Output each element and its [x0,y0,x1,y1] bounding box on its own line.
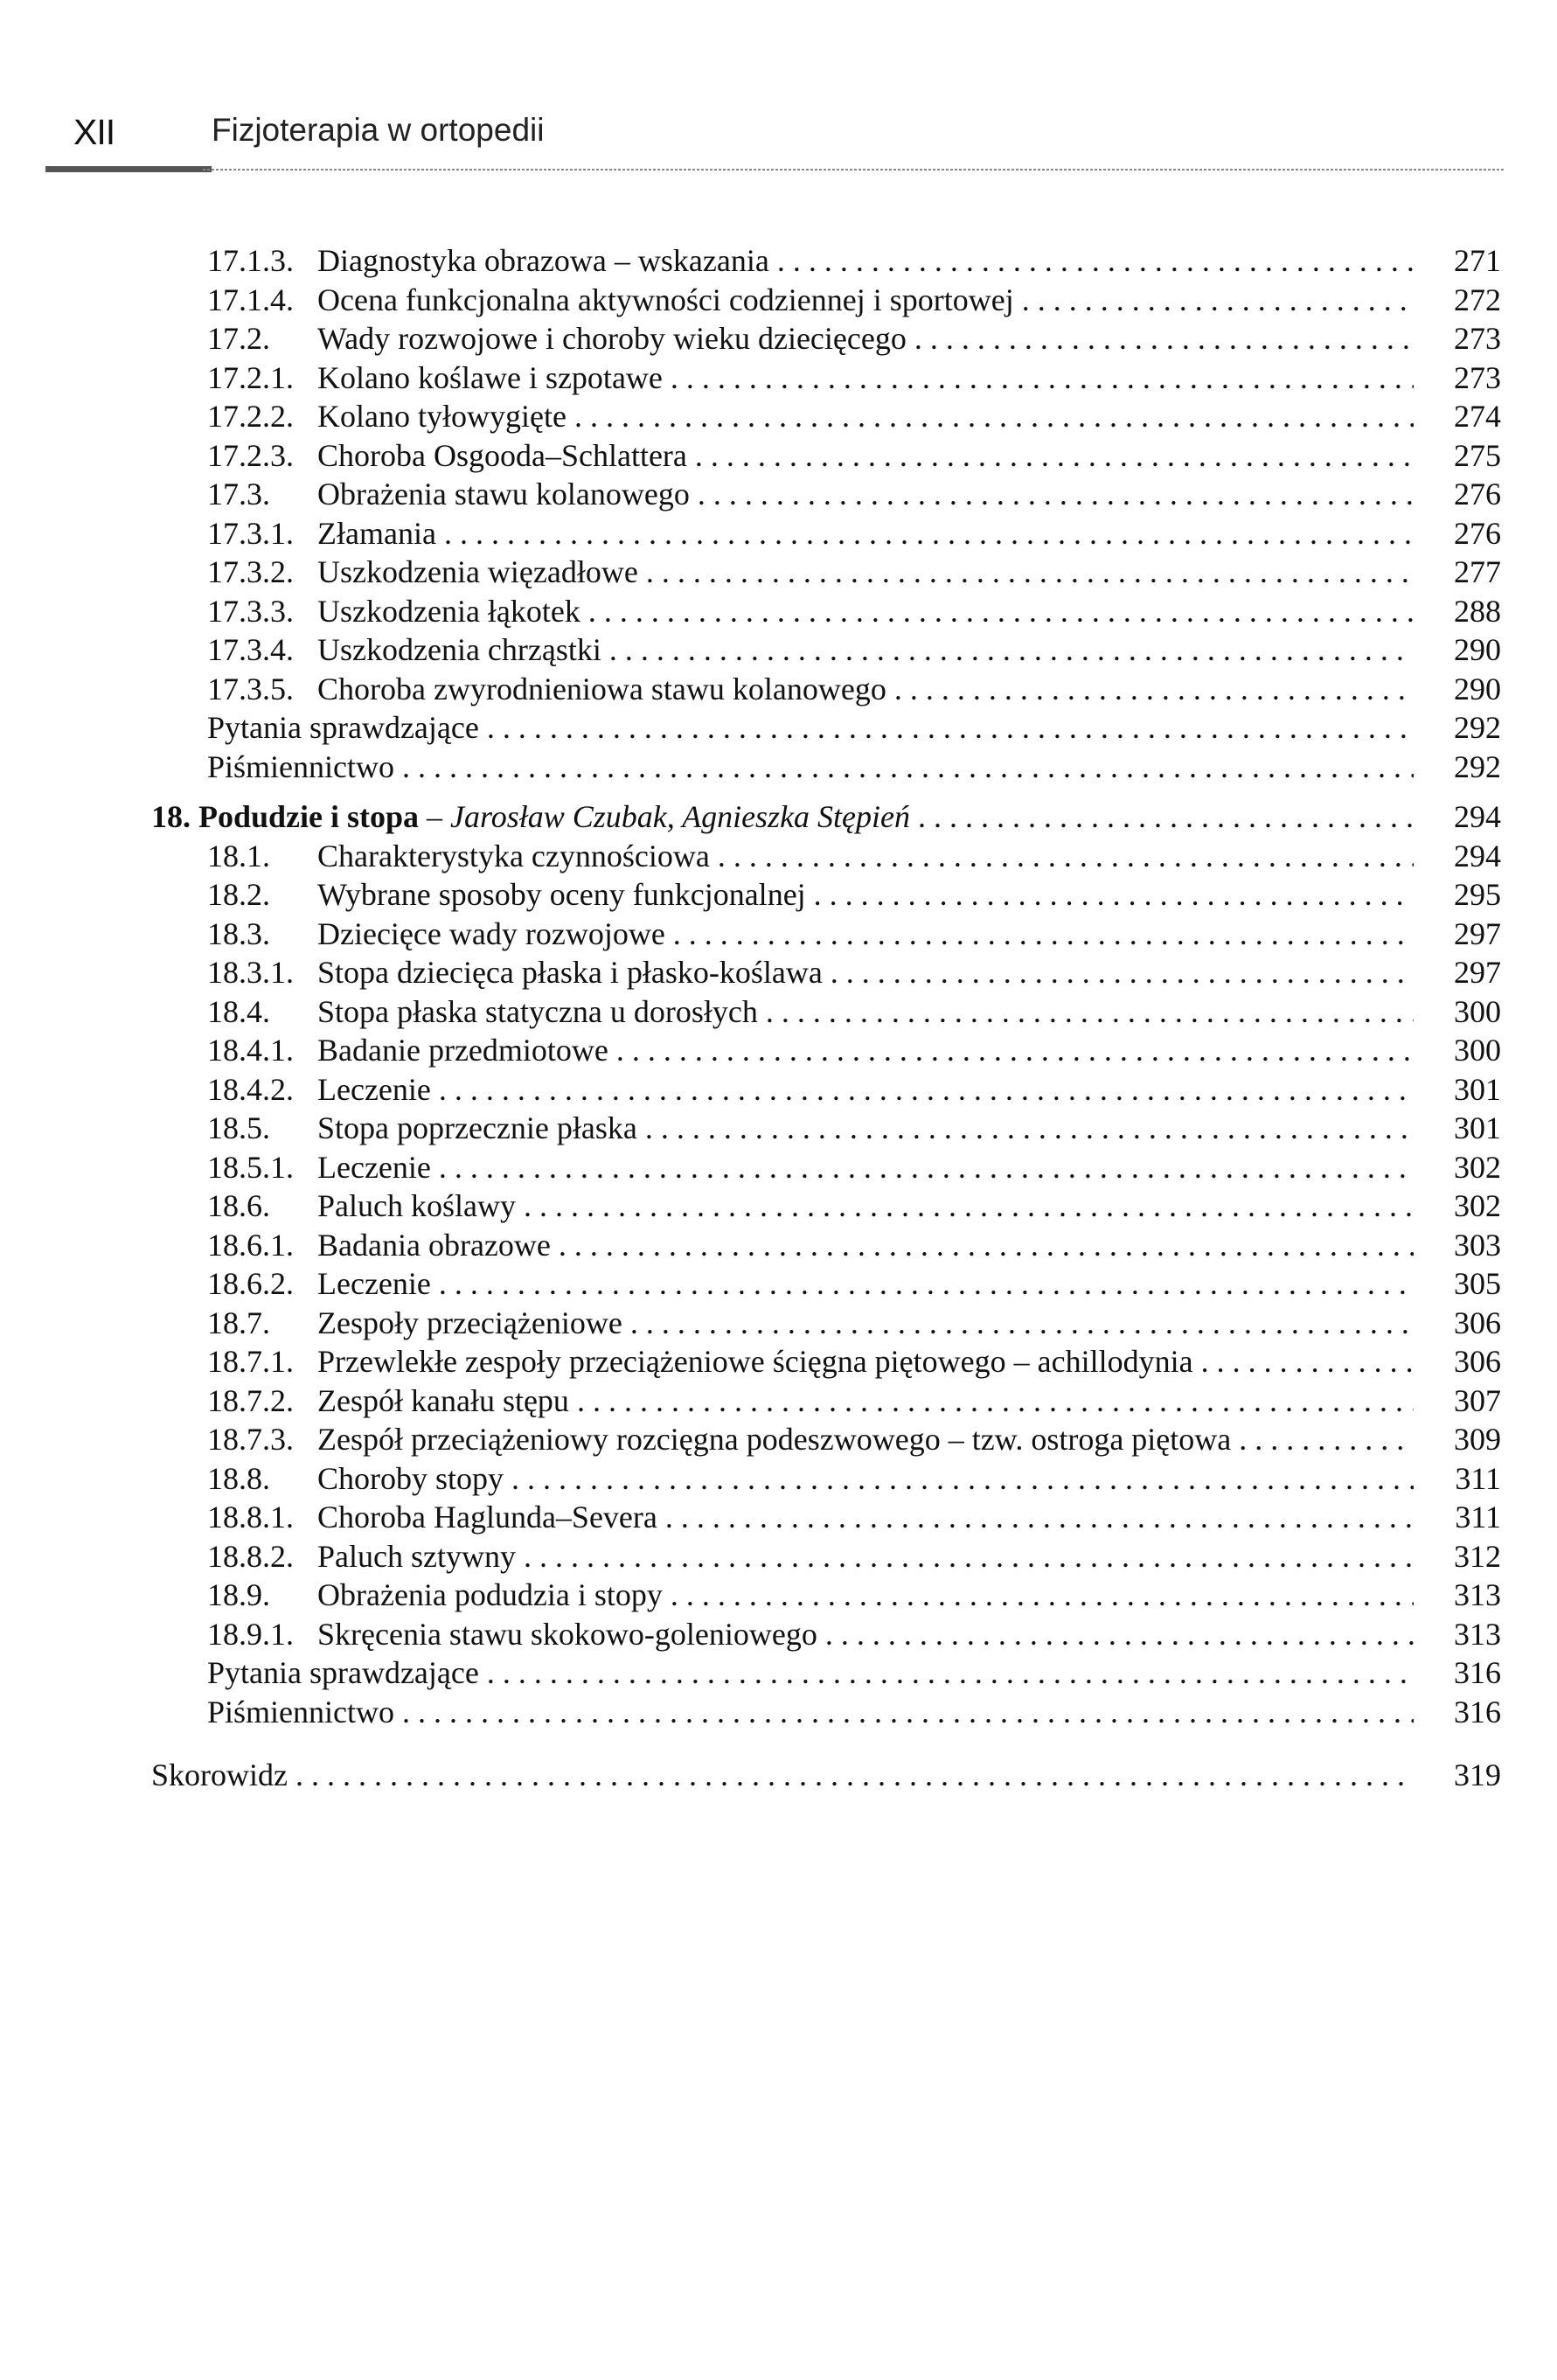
toc-entry-page: 313 [1421,1576,1501,1615]
toc-entry[interactable] [207,1576,1501,1615]
toc-entry-title: Piśmiennictwo [207,748,394,784]
toc-chapter-18[interactable] [151,797,1501,837]
toc-entry[interactable] [207,281,1501,320]
toc-entry-title: Ocena funkcjonalna aktywności codziennej i sportowej [317,282,1014,317]
toc-entry[interactable] [207,670,1501,709]
toc-entry[interactable] [207,1109,1501,1148]
toc-entry-title: Pytania sprawdzające [207,710,479,745]
running-title: Fizjoterapia w ortopedii [212,112,545,148]
toc-entry-number: 17.3.5. [207,671,294,706]
toc-entry-page: 290 [1421,630,1501,670]
toc-entry[interactable] [207,241,1501,281]
toc-entry-page: 277 [1421,553,1501,592]
header-rule [45,166,1505,173]
toc-entry[interactable] [207,992,1501,1032]
toc-questions[interactable] [207,708,1501,748]
toc-entry[interactable] [207,1342,1501,1381]
toc-entry-number: 17.3.2. [207,554,294,589]
toc-entry[interactable] [207,953,1501,992]
toc-entry-number: 18.4.2. [207,1071,294,1107]
toc-entry-title: Złamania [317,515,436,551]
toc-entry-title: Uszkodzenia łąkotek [317,593,580,629]
toc-entry-page: 272 [1421,281,1501,320]
toc-entry-page: 295 [1421,875,1501,915]
toc-entry-title: Choroba Haglunda–Severa [317,1500,657,1534]
toc-entry-page: 301 [1421,1109,1501,1148]
toc-entry-title: Stopa płaska statyczna u dorosłych [317,993,758,1029]
toc-entry-title: Pytania sprawdzające [207,1655,479,1690]
toc-entry-number: 18.4. [207,993,270,1029]
toc-entry-title: Choroba zwyrodnieniowa stawu kolanowego [317,671,886,706]
toc-entry-title: Kolano koślawe i szpotawe [317,359,663,395]
toc-entry-page: 303 [1421,1226,1501,1265]
toc-entry-title: Stopa dziecięca płaska i płasko-koślawa [317,955,823,990]
toc-entry[interactable] [207,319,1501,358]
toc-entry-number: 18.7.1. [207,1344,294,1379]
page-header [45,112,1505,173]
toc-entry[interactable] [207,875,1501,915]
toc-entry-number: 18.9. [207,1577,270,1612]
toc-entry-title: Leczenie [317,1071,431,1107]
toc-entry-title: Dziecięce wady rozwojowe [317,915,665,951]
toc-entry-number: 18.3. [207,915,270,951]
toc-entry-page: 301 [1421,1070,1501,1110]
toc-entry-number: 17.2.1. [207,359,294,395]
toc-entry-page: 273 [1421,358,1501,398]
toc-entry-page: 306 [1421,1342,1501,1381]
toc-entry-title: Kolano tyłowygięte [317,399,566,434]
toc-entry-page: 313 [1421,1615,1501,1654]
toc-entry-title: Skręcenia stawu skokowo-goleniowego [317,1616,817,1652]
toc-entry-page: 312 [1421,1537,1501,1576]
toc-entry-number: 17.3.1. [207,515,294,551]
toc-index[interactable] [151,1756,1501,1795]
chapter-authors: Jarosław Czubak, Agnieszka Stępień [450,799,911,834]
toc-entry-number: 17.1.4. [207,282,294,317]
toc-entry[interactable] [207,1148,1501,1187]
toc-entry-title: Przewlekłe zespoły przeciążeniowe ścięgna piętowego – achillodynia [317,1344,1193,1379]
toc-entry-number: 17.2. [207,321,270,356]
toc-entry-number: 17.1.3. [207,243,294,278]
toc-entry-page: 271 [1421,241,1501,281]
toc-entry-number: 18.1. [207,838,270,873]
toc-entry-title: Leczenie [317,1149,431,1185]
toc-entry-page: 305 [1421,1264,1501,1304]
toc-entry-page: 275 [1421,436,1501,476]
toc-entry[interactable] [207,1031,1501,1070]
chapter-separator: – [419,799,451,834]
toc-entry-page: 292 [1421,708,1501,748]
toc-entry-number: 18.6.2. [207,1266,294,1301]
toc-entry-number: 18.7.3. [207,1422,294,1457]
toc-entry-title: Charakterystyka czynnościowa [317,838,710,873]
toc-entry-page: 319 [1421,1756,1501,1795]
toc-entry-title: Obrażenia podudzia i stopy [317,1577,663,1612]
toc-entry[interactable] [207,553,1501,592]
toc-entry-title: Paluch sztywny [317,1538,516,1574]
toc-entry-page: 276 [1421,475,1501,514]
toc-entry-page: 300 [1421,1031,1501,1070]
toc-entry-number: 18.5. [207,1110,270,1145]
toc-entry[interactable] [207,397,1501,436]
chapter-title: Podudzie i stopa [198,799,420,834]
table-of-contents [151,241,1501,1795]
toc-entry[interactable] [207,514,1501,553]
toc-entry-title: Diagnostyka obrazowa – wskazania [317,243,769,278]
toc-entry[interactable] [207,436,1501,476]
toc-entry-page: 311 [1421,1459,1501,1499]
toc-entry-page: 316 [1421,1653,1501,1693]
toc-entry-title: Wybrane sposoby oceny funkcjonalnej [317,877,806,912]
toc-entry[interactable] [207,1615,1501,1654]
toc-entry-page: 311 [1421,1498,1501,1537]
toc-entry-page: 316 [1421,1693,1501,1732]
toc-entry[interactable] [207,475,1501,514]
toc-entry-title: Badanie przedmiotowe [317,1033,608,1068]
toc-entry[interactable] [207,1537,1501,1576]
toc-entry-page: 294 [1421,837,1501,876]
toc-entry-number: 18.4.1. [207,1033,294,1068]
toc-entry-number: 18.7. [207,1305,270,1340]
toc-entry-title: Wady rozwojowe i choroby wieku dziecięcego [317,321,907,356]
toc-entry-number: 17.3.3. [207,593,294,629]
toc-entry[interactable] [207,837,1501,876]
toc-entry-number: 18.8.2. [207,1538,294,1574]
toc-entry[interactable] [207,592,1501,631]
toc-entry-page: 300 [1421,992,1501,1032]
toc-entry-page: 292 [1421,748,1501,787]
toc-entry-page: 290 [1421,670,1501,709]
toc-entry-title: Leczenie [317,1266,431,1301]
toc-entry-number: 17.2.2. [207,399,294,434]
toc-bibliography[interactable] [207,748,1501,787]
toc-entry-page: 274 [1421,397,1501,436]
toc-entry-title: Skorowidz [151,1757,288,1792]
toc-entry-title: Choroby stopy [317,1460,504,1496]
toc-entry-page: 306 [1421,1304,1501,1343]
toc-entry[interactable] [207,358,1501,398]
chapter-number: 18. [151,799,191,834]
toc-entry-number: 18.2. [207,877,270,912]
toc-entry-title: Uszkodzenia chrząstki [317,632,601,667]
toc-entry-number: 17.3. [207,477,270,511]
toc-questions[interactable] [207,1653,1501,1693]
toc-entry-page: 276 [1421,514,1501,553]
toc-entry-number: 17.3.4. [207,632,294,667]
toc-entry[interactable] [207,915,1501,954]
toc-entry[interactable] [207,1498,1501,1537]
toc-entry-title: Obrażenia stawu kolanowego [317,477,690,511]
toc-entry-number: 18.8. [207,1460,270,1496]
toc-entry[interactable] [207,1070,1501,1110]
toc-entry-page: 288 [1421,592,1501,631]
toc-entry[interactable] [207,1187,1501,1226]
toc-entry-page: 307 [1421,1381,1501,1421]
toc-entry-page: 273 [1421,319,1501,358]
toc-entry-title: Zespół przeciążeniowy rozcięgna podeszwowego – tzw. ostroga piętowa [317,1422,1232,1457]
toc-entry-page: 294 [1421,797,1501,837]
toc-entry[interactable] [207,1264,1501,1304]
toc-entry-title: Piśmiennictwo [207,1694,394,1729]
toc-entry[interactable] [207,1420,1501,1459]
toc-entry-title: Choroba Osgooda–Schlattera [317,437,687,473]
toc-entry[interactable] [207,630,1501,670]
toc-entry-title: Zespół kanału stępu [317,1382,569,1418]
toc-entry-number: 18.7.2. [207,1382,294,1418]
toc-entry-title: Zespoły przeciążeniowe [317,1305,622,1340]
toc-entry-number: 17.2.3. [207,437,294,473]
toc-entry-number: 18.6.1. [207,1227,294,1263]
toc-entry-page: 297 [1421,915,1501,954]
toc-entry-number: 18.6. [207,1188,270,1223]
toc-entry[interactable] [207,1304,1501,1343]
toc-entry-page: 309 [1421,1420,1501,1459]
toc-entry[interactable] [207,1381,1501,1421]
toc-entry-title: Paluch koślawy [317,1188,516,1223]
toc-entry[interactable] [207,1459,1501,1499]
toc-entry-page: 302 [1421,1187,1501,1226]
toc-bibliography[interactable] [207,1693,1501,1732]
toc-entry-number: 18.3.1. [207,955,294,990]
page-number: XII [73,112,115,152]
toc-entry-number: 18.8.1. [207,1500,294,1534]
toc-entry-title: Uszkodzenia więzadłowe [317,554,638,589]
toc-entry-page: 297 [1421,953,1501,992]
toc-entry-number: 18.5.1. [207,1149,294,1185]
toc-entry-title: Stopa poprzecznie płaska [317,1110,637,1145]
toc-entry-page: 302 [1421,1148,1501,1187]
toc-entry-number: 18.9.1. [207,1616,294,1652]
toc-entry-title: Badania obrazowe [317,1227,551,1263]
toc-entry[interactable] [207,1226,1501,1265]
